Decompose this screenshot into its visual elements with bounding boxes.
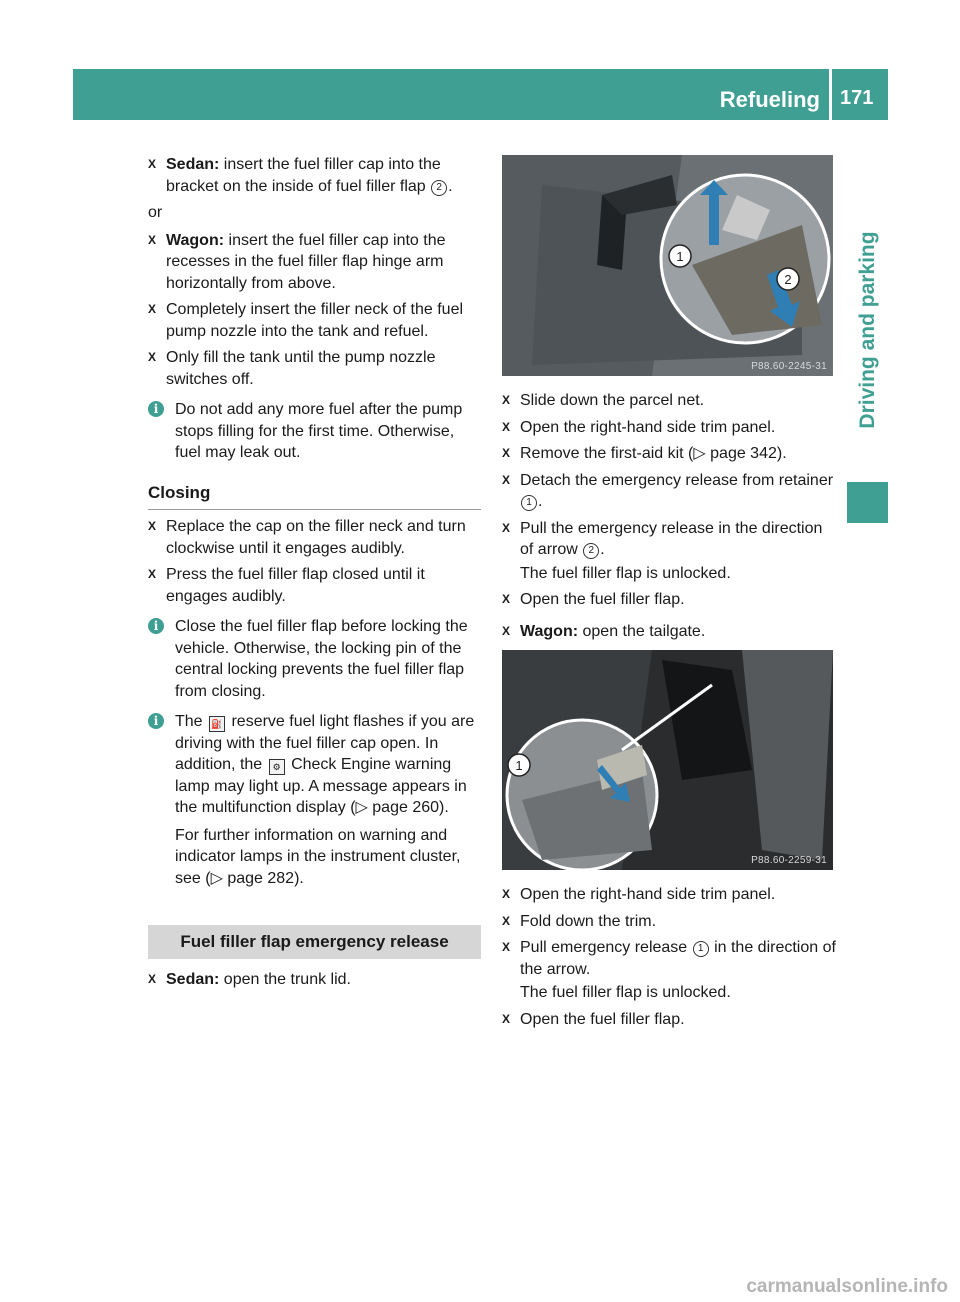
- step-marker-icon: X: [502, 913, 511, 928]
- step-text: Open the right-hand side trim panel.: [520, 886, 776, 903]
- step-sedan-open-trunk: [148, 969, 481, 991]
- figure-caption: P88.60-2259-31: [751, 855, 827, 866]
- right-column: [502, 390, 836, 1035]
- step-open-flap-wagon: [502, 1009, 836, 1031]
- step-marker-icon: X: [148, 567, 157, 581]
- step-text: insert the fuel filler cap into the recesses in the fuel filler flap hinge arm horizontally from above.: [166, 231, 446, 292]
- figure-caption: P88.60-2245-31: [751, 361, 827, 372]
- step-marker-icon: X: [502, 393, 511, 407]
- step-marker-icon: X: [502, 446, 511, 460]
- step-text: .: [538, 493, 543, 510]
- chapter-side-label: Driving and parking: [856, 231, 879, 429]
- step-marker-icon: X: [148, 232, 157, 247]
- callout-1-ref: 1: [521, 495, 537, 511]
- step-text: Open the fuel filler flap.: [520, 591, 685, 608]
- step-text: Press the fuel filler flap closed until it engages audibly.: [166, 566, 425, 605]
- info-more: [175, 825, 481, 890]
- step-slide-parcel-net: [502, 390, 836, 412]
- step-text: ).: [776, 445, 787, 462]
- step-marker-icon: X: [502, 472, 511, 487]
- step-press-flap: [148, 564, 481, 607]
- section-heading: Fuel filler flap emergency release: [148, 925, 481, 959]
- info-icon: i: [148, 713, 164, 729]
- check-engine-icon: ⚙: [269, 759, 285, 775]
- step-pull-release: [502, 518, 836, 585]
- step-replace-cap: [148, 516, 481, 559]
- step-wagon-insert-cap: [148, 230, 481, 295]
- step-text: Replace the cap on the filler neck and turn clockwise until it engages audibly.: [166, 518, 466, 557]
- step-marker-icon: X: [502, 940, 511, 954]
- step-pull-release-wagon: [502, 937, 836, 1004]
- info-icon: i: [148, 401, 164, 417]
- info-text: ).: [294, 869, 304, 887]
- step-label: Wagon:: [520, 622, 579, 640]
- step-marker-icon: X: [148, 519, 157, 533]
- step-text: Fold down the trim.: [520, 912, 657, 930]
- or-text: or: [148, 204, 163, 221]
- step-text: Open the fuel filler flap.: [520, 1010, 685, 1028]
- step-result: The fuel filler flap is unlocked.: [520, 984, 731, 1001]
- callout-1-label: 1: [515, 758, 523, 773]
- step-wagon-open-tailgate: [502, 621, 836, 643]
- step-label: Sedan:: [166, 156, 220, 173]
- step-text: Slide down the parcel net.: [520, 392, 705, 409]
- step-text: in the direction of the arrow.: [520, 939, 836, 978]
- step-insert-nozzle: [148, 299, 481, 342]
- watermark: carmanualsonline.info: [746, 1276, 948, 1297]
- step-text: Remove the first-aid kit (: [520, 445, 694, 462]
- step-fill-tank: [148, 347, 481, 390]
- step-text: Detach the emergency release from retainer: [520, 471, 834, 489]
- step-fold-trim: [502, 911, 836, 933]
- info-icon: i: [148, 618, 164, 634]
- step-text: insert the fuel filler cap into the bracket on the inside of fuel filler flap: [166, 156, 441, 195]
- info-note-overfill: [148, 399, 481, 464]
- step-marker-icon: X: [502, 520, 511, 535]
- step-remove-first-aid-kit: [502, 443, 836, 465]
- page-number: 171: [840, 87, 874, 109]
- callout-1-label: 1: [676, 249, 684, 264]
- header-divider: [829, 69, 832, 120]
- info-text: Close the fuel filler flap before locking the vehicle. Otherwise, the locking pin of the central locking prevents the fuel filler flap from closing.: [175, 618, 468, 700]
- info-note-close-before-locking: [148, 616, 481, 702]
- step-marker-icon: X: [502, 623, 511, 638]
- info-text: Do not add any more fuel after the pump stops filling for the first time. Otherwise, fuel may leak out.: [175, 401, 463, 461]
- info-text: ).: [439, 799, 449, 816]
- chapter-marker-square: [847, 482, 888, 523]
- step-text: Completely insert the filler neck of the fuel pump nozzle into the tank and refuel.: [166, 301, 464, 340]
- step-marker-icon: X: [148, 971, 157, 986]
- info-note-reserve-light: [148, 711, 481, 889]
- callout-2-ref: 2: [431, 180, 447, 196]
- page-title: Refueling: [719, 87, 820, 112]
- step-marker-icon: X: [502, 1011, 511, 1026]
- step-text: open the tailgate.: [578, 622, 706, 640]
- page-reference-link[interactable]: ▷ page 260: [355, 799, 440, 816]
- callout-2-ref: 2: [583, 543, 599, 559]
- step-text: open the trunk lid.: [219, 970, 351, 988]
- step-text: Pull the emergency release in the direction of arrow: [520, 519, 823, 558]
- callout-1-ref: 1: [693, 941, 709, 957]
- info-text: reserve fuel light flashes if you are driving with the fuel filler cap open. In addition, the: [175, 713, 475, 773]
- info-text: The: [175, 713, 208, 730]
- step-text: Only fill the tank until the pump nozzle switches off.: [166, 349, 436, 388]
- page-reference-link[interactable]: ▷ page 342: [693, 445, 777, 462]
- step-open-trim-panel-wagon: [502, 884, 836, 906]
- page-reference-link[interactable]: ▷ page 282: [210, 869, 295, 887]
- trunk-emergency-release-photo: [502, 155, 833, 376]
- step-marker-icon: X: [148, 350, 157, 364]
- step-marker-icon: X: [502, 887, 511, 901]
- photo-spacer: [502, 647, 836, 884]
- step-detach-release: [502, 470, 836, 513]
- fuel-pump-icon: ⛽: [209, 716, 225, 732]
- subheading-closing: Closing: [148, 482, 481, 511]
- step-open-trim-panel: [502, 417, 836, 439]
- step-text: Open the right-hand side trim panel.: [520, 418, 776, 436]
- step-marker-icon: X: [148, 302, 157, 316]
- step-marker-icon: X: [502, 419, 511, 434]
- step-text-end: .: [448, 177, 453, 195]
- step-open-flap: [502, 589, 836, 611]
- step-marker-icon: X: [148, 157, 157, 171]
- info-text: For further information on warning and indicator lamps in the instrument cluster, see (: [175, 826, 461, 887]
- info-text: Check Engine warning lamp may light up. A message appears in the multifunction display (: [175, 756, 467, 816]
- step-label: Sedan:: [166, 970, 220, 988]
- step-sedan-insert-cap: [148, 154, 481, 197]
- step-text: Pull emergency release: [520, 939, 692, 956]
- left-column: [148, 154, 481, 995]
- step-result: The fuel filler flap is unlocked.: [520, 564, 731, 582]
- step-text: .: [600, 541, 605, 558]
- callout-2-label: 2: [784, 272, 792, 287]
- step-label: Wagon:: [166, 231, 225, 249]
- step-marker-icon: X: [502, 592, 511, 606]
